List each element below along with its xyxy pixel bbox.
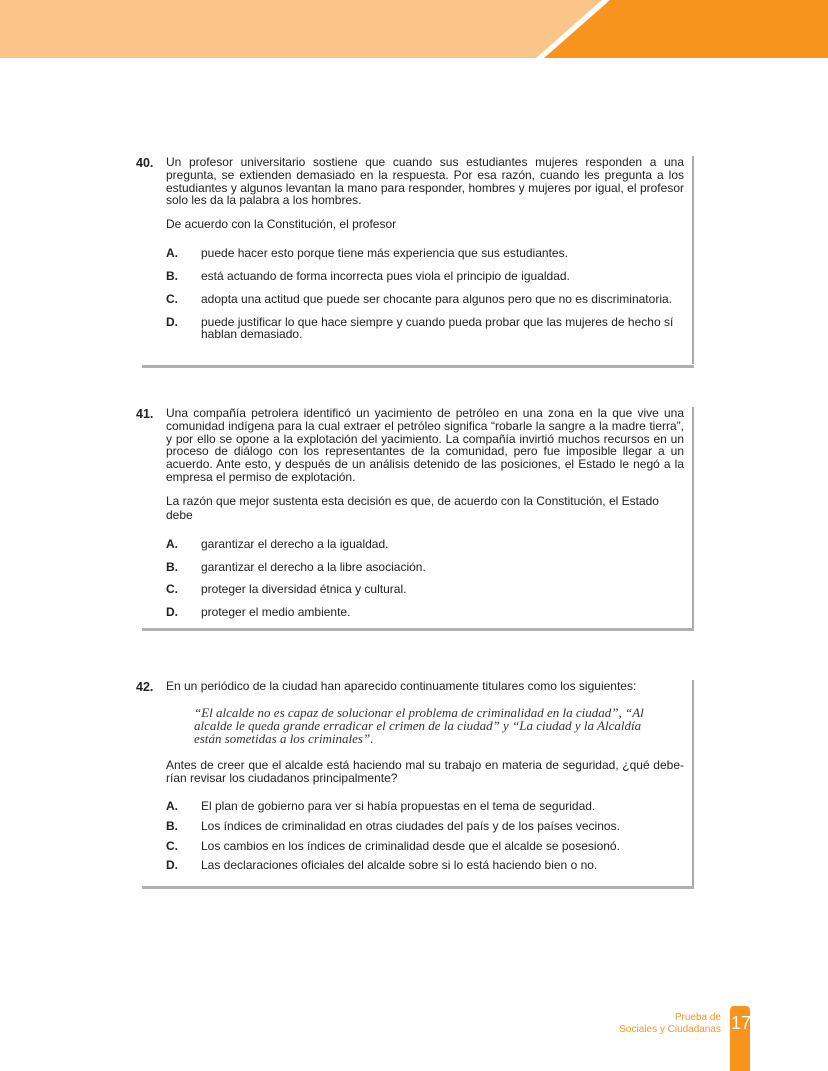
option-letter: C. — [166, 838, 178, 853]
option-c[interactable] — [166, 583, 692, 596]
option-text: proteger el medio ambiente. — [201, 605, 351, 620]
question-stem: En un periódico de la ciudad han aparecido continuamente titulares como los siguientes: — [166, 679, 637, 693]
option-text: Las declaraciones oficiales del alcalde sobre si lo está haciendo bien o no. — [201, 858, 598, 873]
option-letter: D. — [166, 314, 178, 329]
option-c[interactable] — [166, 293, 692, 306]
question-number: 42. — [136, 680, 154, 694]
question-stem: Un profesor universitario sostiene que cuando sus estudiantes mujeres responden a una pregunta, se extienden demasiado en la respuesta. Por esa razón, cuando les pregunta a los estudiantes y algunos levantan la mano para responder, hombres y mujeres por igual, el profesor solo les da la palabra a los hombres. — [166, 155, 684, 208]
question-number: 41. — [136, 407, 154, 421]
footer-line-2: Sociales y Ciudadanas — [619, 1024, 721, 1035]
option-text: garantizar el derecho a la libre asociación. — [201, 559, 426, 574]
option-a[interactable] — [166, 800, 692, 813]
option-d[interactable] — [166, 606, 692, 619]
option-b[interactable] — [166, 270, 692, 283]
option-letter: D. — [166, 605, 178, 620]
option-d[interactable] — [166, 316, 692, 342]
option-letter: B. — [166, 268, 178, 283]
option-c[interactable] — [166, 840, 692, 853]
options-list — [166, 247, 692, 341]
option-text: Los cambios en los índices de criminalidad desde que el alcalde se posesionó. — [201, 838, 620, 853]
option-text: garantizar el derecho a la igualdad. — [201, 536, 389, 551]
option-a[interactable] — [166, 247, 692, 260]
option-letter: A. — [166, 246, 178, 261]
header-band — [0, 0, 828, 58]
question-lead: De acuerdo con la Constitución, el profesor — [166, 217, 397, 232]
option-letter: B. — [166, 559, 178, 574]
question-box-bottom-border — [142, 628, 694, 631]
option-letter: C. — [166, 582, 178, 597]
option-b[interactable] — [166, 561, 692, 574]
question-box — [166, 407, 694, 628]
question-stem: Una compañía petrolera identificó un yacimiento de petróleo en una zona en la que vive una comunidad indígena para la cual extraer el petróleo significa “robarle la sangre a la madre tierra”, y por ello se opone a la explotación del yacimiento. La compañía invirtió muchos recursos en un proceso de diálogo con los representantes de la comunidad, pero fue imposible llegar a un acuerdo. Ante esto, y después de un análisis detenido de las posiciones, el Estado le negó a la empresa el permiso de explotación. — [166, 406, 684, 484]
question-lead: La razón que mejor sustenta esta decisión es que, de acuerdo con la Constitución, el Estado debe — [166, 493, 659, 522]
option-letter: A. — [166, 799, 178, 813]
footer-title — [619, 1012, 721, 1036]
option-letter: C. — [166, 291, 178, 306]
newspaper-headlines-quote: “El alcalde no es capaz de solucionar el problema de criminalidad en la ciudad”, “Al alcalde le queda grande erradicar el crimen de la ciudad” y “La ciudad y la Alcaldía están sometidas a los criminales”. — [194, 704, 644, 747]
option-a[interactable] — [166, 538, 692, 551]
option-text: proteger la diversidad étnica y cultural. — [201, 582, 407, 597]
option-text: puede justificar lo que hace siempre y cuando pueda probar que las mujeres de hecho sí hablan demasiado. — [201, 314, 674, 342]
question-box — [166, 156, 694, 364]
option-letter: A. — [166, 536, 178, 551]
option-letter: D. — [166, 858, 178, 873]
question-lead: Antes de creer que el alcalde está haciendo mal su trabajo en materia de seguridad, ¿qué debe-rían revisar los ciudadanos principalmente? — [166, 758, 684, 786]
question-box — [166, 680, 694, 886]
options-list — [166, 800, 692, 872]
option-b[interactable] — [166, 820, 692, 833]
option-text: El plan de gobierno para ver si había propuestas en el tema de seguridad. — [201, 799, 596, 813]
page-number: 17 — [731, 1013, 752, 1033]
footer-line-1: Prueba de — [674, 1012, 721, 1023]
option-letter: B. — [166, 818, 178, 833]
options-list — [166, 538, 692, 619]
question-box-bottom-border — [142, 365, 694, 368]
question-box-bottom-border — [142, 886, 694, 889]
option-text: Los índices de criminalidad en otras ciudades del país y de los países vecinos. — [201, 818, 620, 833]
header-band-graphic — [0, 0, 828, 58]
question-number: 40. — [136, 156, 154, 170]
option-d[interactable] — [166, 859, 692, 872]
option-text: está actuando de forma incorrecta pues viola el principio de igualdad. — [201, 268, 570, 283]
option-text: puede hacer esto porque tiene más experiencia que sus estudiantes. — [201, 246, 568, 261]
option-text: adopta una actitud que puede ser chocante para algunos pero que no es discriminatoria. — [201, 291, 672, 306]
